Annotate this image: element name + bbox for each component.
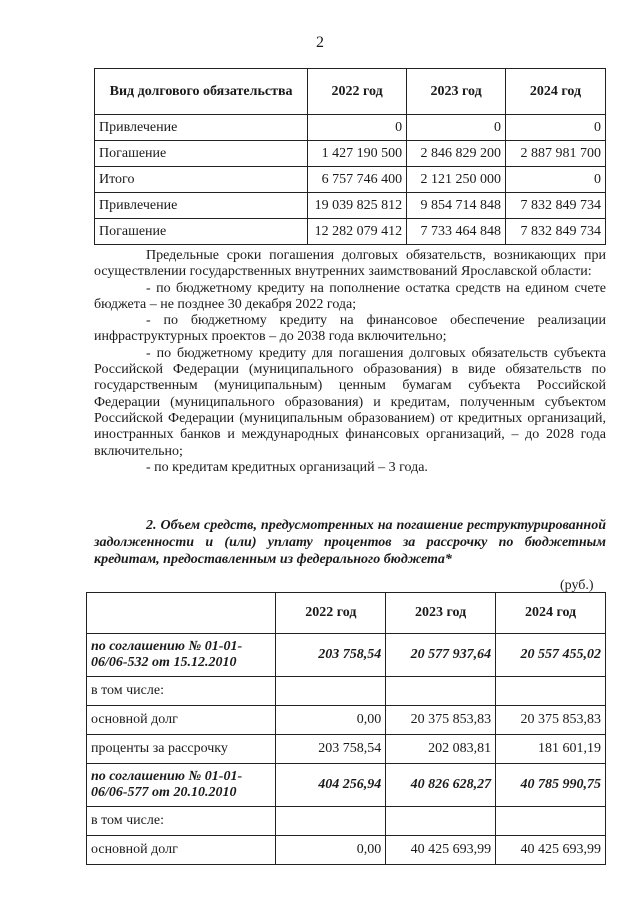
cell-value: 6 757 746 400: [308, 167, 407, 193]
cell-value: 40 785 990,75: [496, 764, 606, 807]
cell-value: 20 577 937,64: [386, 634, 496, 677]
row-label: основной долг: [87, 706, 276, 735]
row-label: Привлечение: [95, 193, 308, 219]
cell-value: 9 854 714 848: [407, 193, 506, 219]
paragraph: - по бюджетному кредиту на финансовое обеспечение реализации инфраструктурных проектов – до 2038 года включительно;: [94, 313, 606, 345]
paragraph: - по бюджетному кредиту на пополнение остатка средств на едином счете бюджета – не позднее 30 декабря 2022 года;: [94, 280, 606, 312]
cell-value: 20 557 455,02: [496, 634, 606, 677]
column-header: 2024 год: [506, 69, 606, 115]
cell-value: 1 427 190 500: [308, 141, 407, 167]
table-row: [87, 836, 606, 865]
cell-value: 12 282 079 412: [308, 219, 407, 245]
cell-value: 181 601,19: [496, 735, 606, 764]
cell-value: 0: [506, 115, 606, 141]
debt-obligations-table: [94, 68, 606, 245]
table-row: [95, 115, 606, 141]
section-heading: [94, 517, 606, 568]
cell-value: [496, 807, 606, 836]
paragraph: - по кредитам кредитных организаций – 3 года.: [146, 459, 428, 475]
cell-value: [386, 807, 496, 836]
table-row: [95, 141, 606, 167]
row-label: основной долг: [87, 836, 276, 865]
table-row: [87, 807, 606, 836]
cell-value: 40 425 693,99: [496, 836, 606, 865]
restructured-debt-table: [86, 592, 606, 865]
cell-value: 2 846 829 200: [407, 141, 506, 167]
paragraph: Предельные сроки погашения долговых обязательств, возникающих при осуществлении государственных внутренних заимствований Ярославской области:: [94, 248, 606, 280]
column-header: 2023 год: [386, 593, 496, 634]
cell-value: 404 256,94: [276, 764, 386, 807]
row-label: проценты за рассрочку: [87, 735, 276, 764]
cell-value: [496, 677, 606, 706]
cell-value: 2 887 981 700: [506, 141, 606, 167]
cell-value: 20 375 853,83: [496, 706, 606, 735]
cell-value: 0,00: [276, 706, 386, 735]
column-header: 2022 год: [308, 69, 407, 115]
column-header: 2024 год: [496, 593, 606, 634]
table-row: [87, 634, 606, 677]
row-label: Погашение: [95, 219, 308, 245]
table-row: [87, 735, 606, 764]
row-label: Погашение: [95, 141, 308, 167]
cell-value: 40 826 628,27: [386, 764, 496, 807]
cell-value: 202 083,81: [386, 735, 496, 764]
row-label: по соглашению № 01-01-06/06-532 от 15.12.2010: [87, 634, 276, 677]
cell-value: 19 039 825 812: [308, 193, 407, 219]
cell-value: 7 832 849 734: [506, 219, 606, 245]
cell-value: [276, 677, 386, 706]
row-label: в том числе:: [87, 677, 276, 706]
column-header: 2023 год: [407, 69, 506, 115]
cell-value: 203 758,54: [276, 634, 386, 677]
page-number: 2: [316, 34, 324, 51]
cell-value: 0,00: [276, 836, 386, 865]
section-title: 2. Объем средств, предусмотренных на погашение реструктурированной задолженности и (или) уплату процентов за рассрочку по бюджетным кредитам, предоставленным из федерального бюджета*: [94, 518, 606, 567]
table-row: [87, 677, 606, 706]
column-header: 2022 год: [276, 593, 386, 634]
unit-label: (руб.): [560, 578, 594, 593]
table-row: [95, 167, 606, 193]
cell-value: 0: [407, 115, 506, 141]
cell-value: 20 375 853,83: [386, 706, 496, 735]
cell-value: 2 121 250 000: [407, 167, 506, 193]
table-header-row: [95, 69, 606, 115]
table-row: [95, 193, 606, 219]
cell-value: 203 758,54: [276, 735, 386, 764]
repayment-terms-text: [94, 248, 606, 476]
table-row: [87, 764, 606, 807]
row-label: в том числе:: [87, 807, 276, 836]
table-row: [87, 706, 606, 735]
cell-value: [276, 807, 386, 836]
cell-value: [386, 677, 496, 706]
cell-value: 0: [506, 167, 606, 193]
table-row: [95, 219, 606, 245]
cell-value: 0: [308, 115, 407, 141]
row-label: по соглашению № 01-01-06/06-577 от 20.10.2010: [87, 764, 276, 807]
cell-value: 7 832 849 734: [506, 193, 606, 219]
cell-value: 7 733 464 848: [407, 219, 506, 245]
row-label: Привлечение: [95, 115, 308, 141]
paragraph: - по бюджетному кредиту для погашения долговых обязательств субъекта Российской Федерации (муниципального образования) в виде обязательств по государственным (муниципальным) ценным бумагам субъекта Российской Федерации (муниципального образования) и кредитам, полученным субъектом Российской Федерации (муниципальным образованием) от кредитных организаций, иностранных банков и международных финансовых организаций, – до 2028 года включительно;: [94, 345, 606, 459]
column-header: [87, 593, 276, 634]
column-header: Вид долгового обязательства: [95, 69, 308, 115]
cell-value: 40 425 693,99: [386, 836, 496, 865]
table-header-row: [87, 593, 606, 634]
row-label: Итого: [95, 167, 308, 193]
